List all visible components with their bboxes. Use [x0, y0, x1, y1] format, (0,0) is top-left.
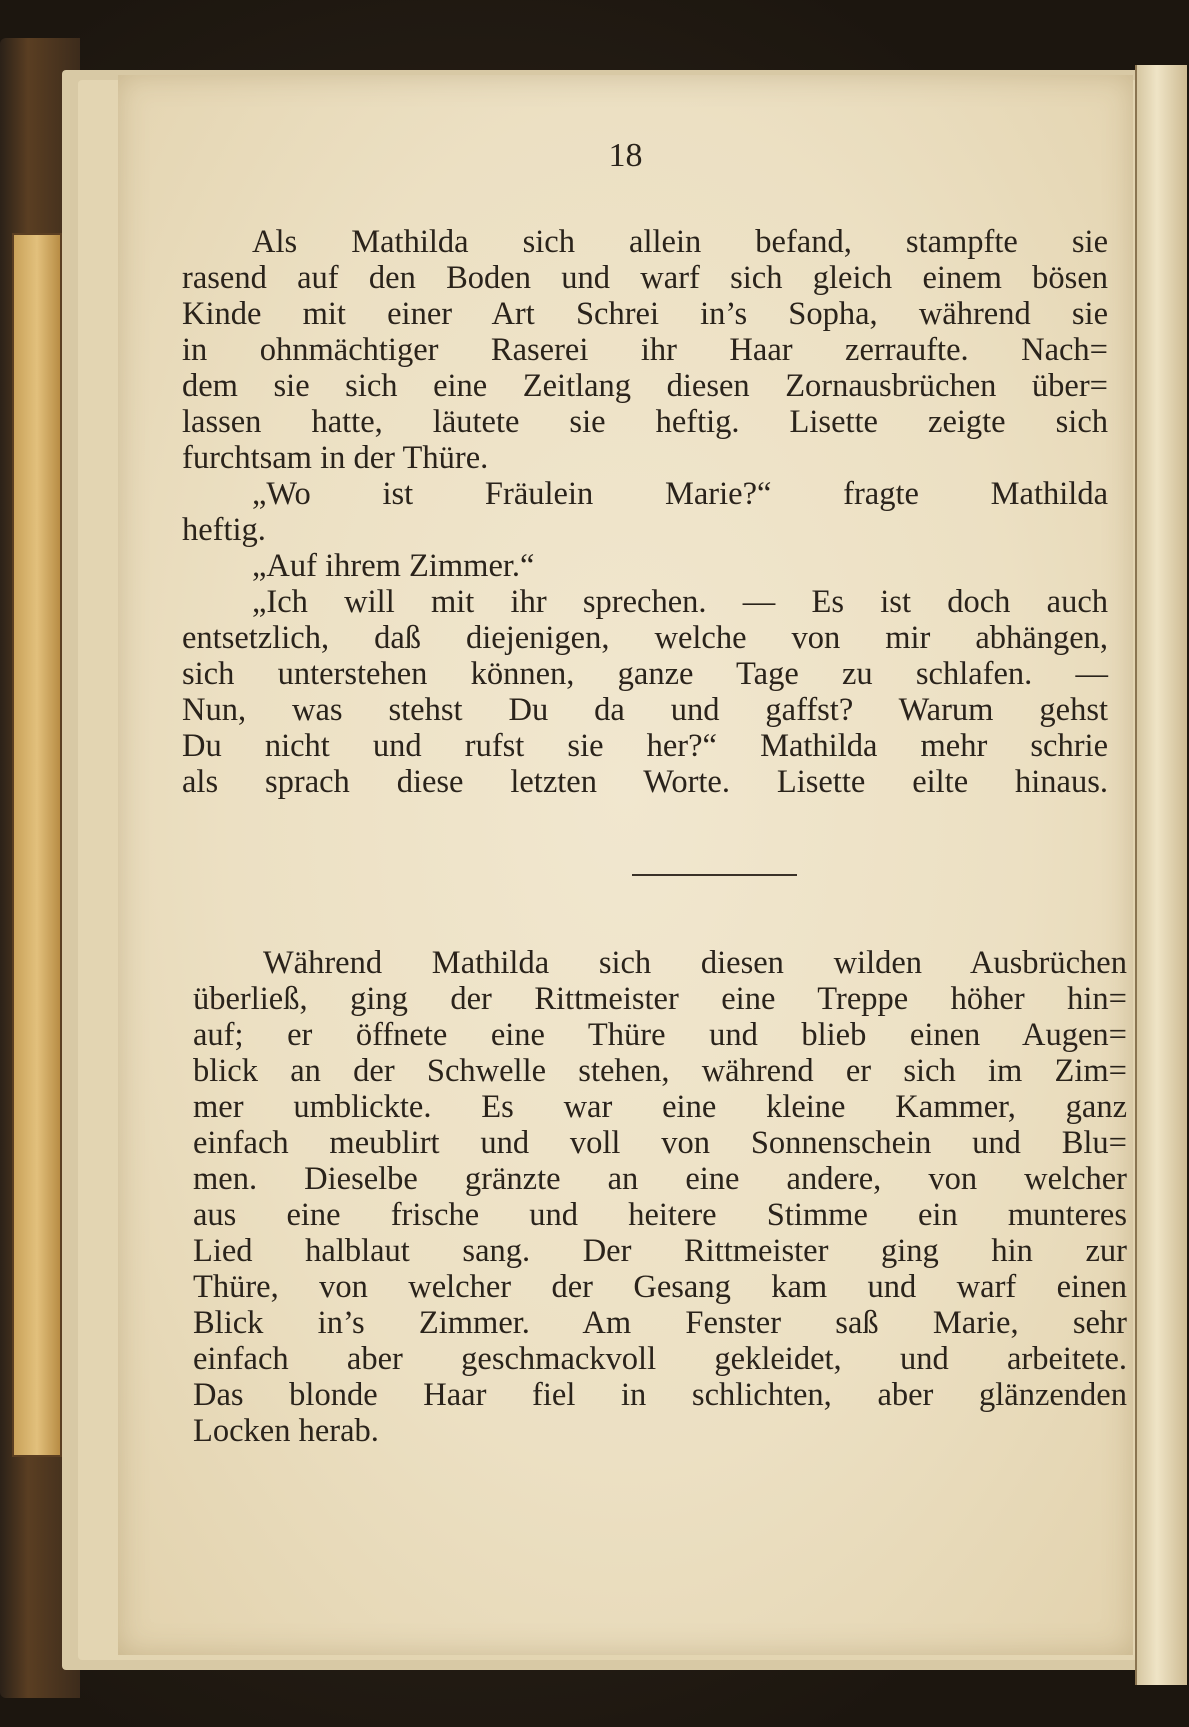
text-line: sich unterstehen können, ganze Tage zu schlafen. — [182, 656, 1108, 692]
paragraph-2 [193, 945, 1127, 1449]
text-line: Lied halblaut sang. Der Rittmeister ging hin zur [193, 1233, 1127, 1269]
text-line: in ohnmächtiger Raserei ihr Haar zerraufte. Nach= [182, 332, 1108, 368]
text-line: Während Mathilda sich diesen wilden Ausbrüchen [263, 945, 1127, 981]
text-line: Als Mathilda sich allein befand, stampfte sie [252, 224, 1108, 260]
text-line: Thüre, von welcher der Gesang kam und warf einen [193, 1269, 1127, 1305]
text-line: mer umblickte. Es war eine kleine Kammer, ganz [193, 1089, 1127, 1125]
text-line: Das blonde Haar fiel in schlichten, aber glänzenden [193, 1377, 1127, 1413]
text-line: men. Dieselbe gränzte an eine andere, von welcher [193, 1161, 1127, 1197]
paragraph-1 [182, 224, 1108, 800]
text-line: „Ich will mit ihr sprechen. — Es ist doch auch [252, 584, 1108, 620]
next-page-edge [1135, 65, 1187, 1685]
text-line: dem sie sich eine Zeitlang diesen Zornausbrüchen über= [182, 368, 1108, 404]
text-line: aus eine frische und heitere Stimme ein munteres [193, 1197, 1127, 1233]
text-line: blick an der Schwelle stehen, während er sich im Zim= [193, 1053, 1127, 1089]
text-line: als sprach diese letzten Worte. Lisette eilte hinaus. [182, 764, 1108, 800]
page-number: 18 [608, 137, 643, 174]
text-line: einfach meublirt und voll von Sonnenschein und Blu= [193, 1125, 1127, 1161]
text-line: furchtsam in der Thüre. [182, 440, 489, 476]
text-line: lassen hatte, läutete sie heftig. Lisette zeigte sich [182, 404, 1108, 440]
text-line: Nun, was stehst Du da und gaffst? Warum gehst [182, 692, 1108, 728]
cover-binding-strip [12, 233, 62, 1457]
text-line: überließ, ging der Rittmeister eine Treppe höher hin= [193, 981, 1127, 1017]
text-line: entsetzlich, daß diejenigen, welche von mir abhängen, [182, 620, 1108, 656]
text-line: auf; er öffnete eine Thüre und blieb einen Augen= [193, 1017, 1127, 1053]
text-line: „Wo ist Fräulein Marie?“ fragte Mathilda [252, 476, 1108, 512]
text-line: heftig. [182, 512, 266, 548]
text-line: „Auf ihrem Zimmer.“ [252, 548, 535, 584]
text-line: Locken herab. [193, 1413, 379, 1449]
section-divider [632, 874, 797, 876]
text-line: einfach aber geschmackvoll gekleidet, und arbeitete. [193, 1341, 1127, 1377]
text-line: Du nicht und rufst sie her?“ Mathilda mehr schrie [182, 728, 1108, 764]
text-line: rasend auf den Boden und warf sich gleich einem bösen [182, 260, 1108, 296]
text-line: Blick in’s Zimmer. Am Fenster saß Marie, sehr [193, 1305, 1127, 1341]
text-line: Kinde mit einer Art Schrei in’s Sopha, während sie [182, 296, 1108, 332]
